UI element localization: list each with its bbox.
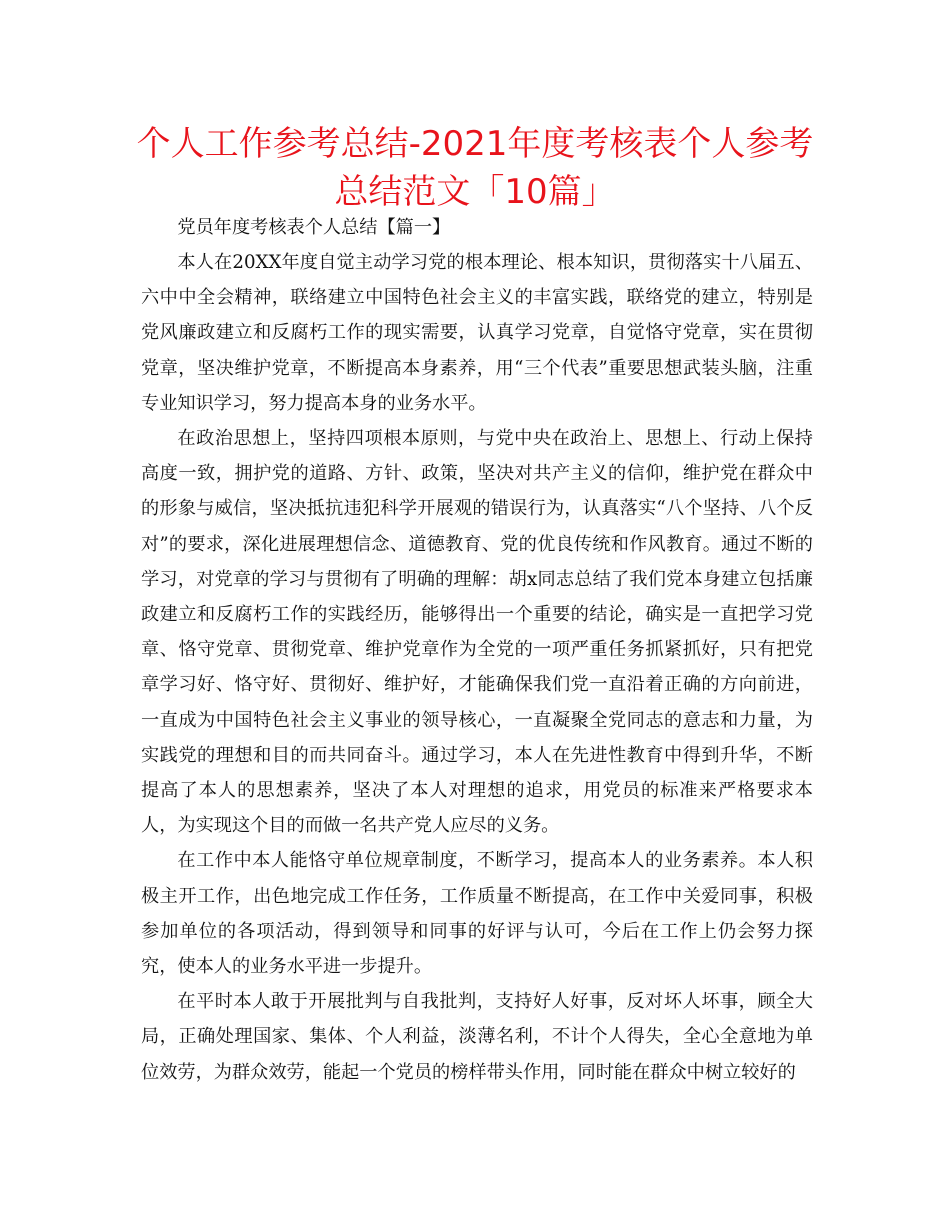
document-body [141,212,813,1090]
document-title: 个人工作参考总结-2021年度考核表个人参考总结范文「10篇」 [136,124,814,212]
section-heading: 党员年度考核表个人总结【篇一】 [177,217,451,238]
paragraph: 本人在20XX年度自觉主动学习党的根本理论、根本知识，贯彻落实十八届五、六中中全会精神，联络建立中国特色社会主义的丰富实践，联络党的建立，特别是党风廉政建立和反腐朽工作的现实需要，认真学习党章，自觉恪守党章，实在贯彻党章，坚决维护党章，不断提高本身素养，用“三个代表”重要思想武装头脑，注重专业知识学习，努力提高本身的业务水平。 [141,252,813,414]
paragraph: 在工作中本人能恪守单位规章制度，不断学习，提高本人的业务素养。本人积极主开工作，出色地完成工作任务，工作质量不断提高，在工作中关爱同事，积极参加单位的各项活动，得到领导和同事的好评与认可，今后在工作上仍会努力探究，使本人的业务水平进一步提升。 [141,850,813,978]
paragraph: 在平时本人敢于开展批判与自我批判，支持好人好事，反对坏人坏事，顾全大局，正确处理国家、集体、个人利益，淡薄名利，不计个人得失，全心全意地为单位效劳，为群众效劳，能起一个党员的榜样带头作用，同时能在群众中树立较好的 [141,991,813,1083]
paragraph: 在政治思想上，坚持四项根本原则，与党中央在政治上、思想上、行动上保持高度一致，拥护党的道路、方针、政策，坚决对共产主义的信仰，维护党在群众中的形象与威信，坚决抵抗违犯科学开展观的错误行为，认真落实“八个坚持、八个反对”的要求，深化进展理想信念、道德教育、党的优良传统和作风教育。通过不断的学习，对党章的学习与贯彻有了明确的理解：胡x同志总结了我们党本身建立包括廉政建立和反腐朽工作的实践经历，能够得出一个重要的结论，确实是一直把学习党章、恪守党章、贯彻党章、维护党章作为全党的一项严重任务抓紧抓好，只有把党章学习好、恪守好、贯彻好、维护好，才能确保我们党一直沿着正确的方向前进，一直成为中国特色社会主义事业的领导核心，一直凝聚全党同志的意志和力量，为实践党的理想和目的而共同奋斗。通过学习，本人在先进性教育中得到升华，不断提高了本人的思想素养，坚决了本人对理想的追求，用党员的标准来严格要求本人，为实现这个目的而做一名共产党人应尽的义务。 [141,428,813,837]
